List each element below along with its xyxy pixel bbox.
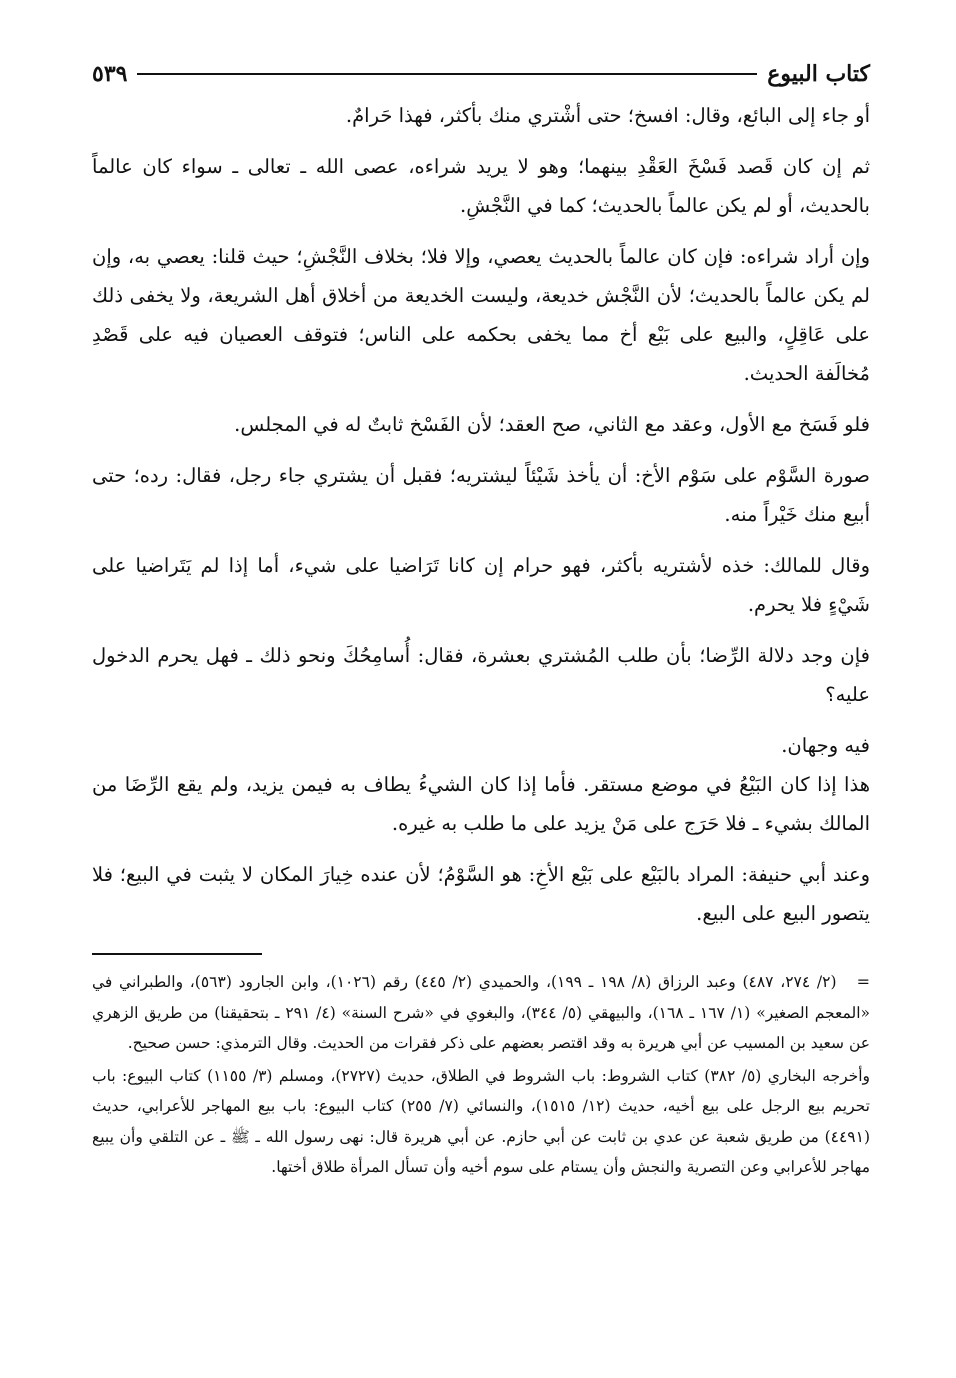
paragraph: فإن وجد دلالة الرِّضا؛ بأن طلب المُشتري بعشرة، فقال: أُسامِحُكَ ونحو ذلك ـ فهل يحرم الدخول عليه؟ (92, 644, 870, 706)
header-rule (137, 73, 757, 75)
main-text (92, 96, 870, 933)
paragraph: فيه وجهان. (781, 734, 870, 757)
paragraph: وإن أراد شراءه: فإن كان عالماً بالحديث يعصي، وإلا فلا؛ بخلاف النَّجْشِ؛ حيث قلنا: يعصي به، وإن لم يكن عالماً بالحديث؛ لأن النَّجْش خديعة، وليست الخديعة من أخلاق أهل الشريعة، ولا يخفى ذلك على عَاقِلٍ، والبيع على بَيْع أخ مما يخفى بحكمه على الناس؛ فتوقف العصيان فيه على قَصْدِ مُخالَفة الحديث. (92, 245, 870, 385)
paragraph: أو جاء إلى البائع، وقال: افسخ؛ حتى أشْتري منك بأكثر، فهذا حَرامٌ. (345, 104, 870, 127)
page-header (92, 52, 870, 96)
paragraph: ثم إن كان قَصد فَسْخَ العَقْدِ بينهما؛ وهو لا يريد شراءه، عصى الله ـ تعالى ـ سواء كان عالماً بالحديث، أو لم يكن عالماً بالحديث؛ كما في النَّجْشِ. (92, 155, 870, 217)
footnote: وأخرجه البخاري (٥/ ٣٨٢) كتاب الشروط: باب الشروط في الطلاق، حديث (٢٧٢٧)، ومسلم (٣/ ١١٥٥) كتاب البيوع: باب تحريم بيع الرجل على بيع أخيه، حديث (١٢/ ١٥١٥)، والنسائي (٧/ ٢٥٥) كتاب البيوع: باب بيع المهاجر للأعرابي، حديث (٤٤٩١) من طريق شعبة عن عدي بن ثابت عن أبي حازم. عن أبي هريرة قال: نهى رسول الله ـ ﷺ ـ عن التلقي وأن يبيع مهاجر للأعرابي وعن التصرية والنجش وأن يستام على سوم أخيه وأن تسأل المرأة طلاق أختها. (92, 1066, 871, 1176)
book-page (92, 52, 870, 1342)
footnote (92, 967, 870, 1059)
paragraph: هذا إذا كان البَيْعُ في موضع مستقر. فأما إذا كان الشيءُ يطاف به فيمن يزيد، ولم يقع الرِّضَا من المالك بشيء ـ فلا حَرَج على مَنْ يزيد على ما طلب به غيره. (92, 773, 870, 835)
paragraph: وعند أبي حنيفة: المراد بالبَيْع على بَيْع الأخِ: هو السَّوْمُ؛ لأن عنده خِيارَ المكان لا يثبت في البيع؛ فلا يتصور البيع على البيع. (92, 863, 870, 925)
footnotes (92, 967, 870, 1183)
footnote-continuation-marker: = (856, 972, 870, 991)
paragraph: وقال للمالك: خذه لأشتريه بأكثر، فهو حرام إن كانا تَرَاضيا على شيء، أما إذا لم يَتَراضيا على شَيْءٍ فلا يحرم. (92, 554, 870, 616)
page-number: ٥٣٩ (92, 61, 128, 87)
paragraph: صورة السَّوْم على سَوْم الأخ: أن يأخذ شَيْئاً ليشتريه؛ فقبل أن يشتري جاء رجل، فقال: رده؛ حتى أبيع منك خَيْراً منه. (92, 464, 870, 526)
paragraph: فلو فَسَخ مع الأول، وعقد مع الثاني، صح العقد؛ لأن الفَسْخ ثابتٌ له في المجلس. (234, 413, 870, 436)
footnote-text: (٢/ ٢٧٤، ٤٨٧) وعبد الرزاق (٨/ ١٩٨ ـ ١٩٩)، والحميدي (٢/ ٤٤٥) رقم (١٠٢٦)، وابن الجارود (٥٦٣)، والطبراني في «المعجم الصغير» (١/ ١٦٧ ـ ١٦٨)، والبيهقي (٥/ ٣٤٤)، والبغوي في «شرح السنة» (٤/ ٢٩١ ـ بتحقيقنا) من طريق الزهري عن سعيد بن المسيب عن أبي هريرة به وقد اقتصر بعضهم على ذكر فقرات من الحديث. وقال الترمذي: حسن صحيح. (92, 973, 870, 1052)
footnote-separator (92, 953, 262, 955)
running-title: كتاب البيوع (767, 61, 870, 87)
